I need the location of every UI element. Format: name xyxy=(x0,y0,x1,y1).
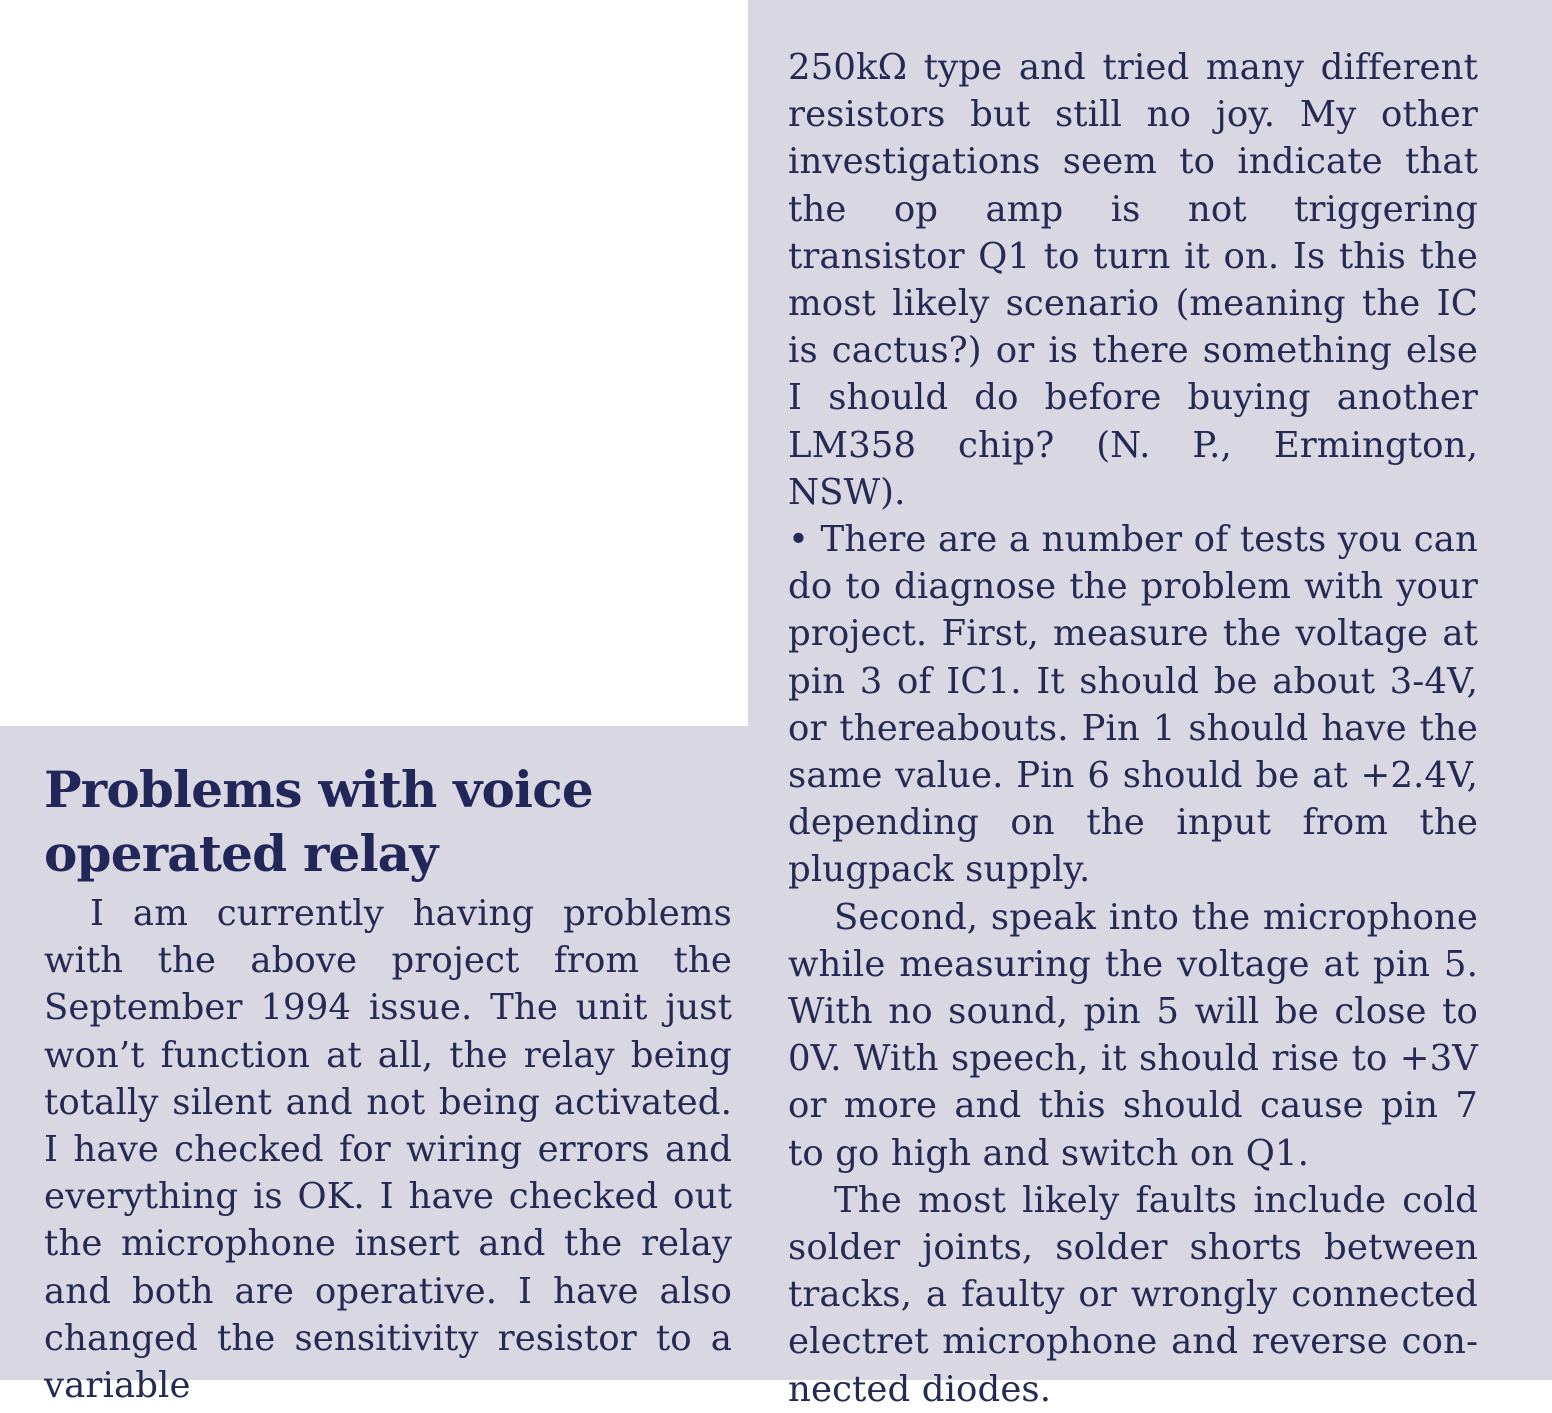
headline-line-1: Problems with voice xyxy=(44,760,593,819)
headline-line-2: operated relay xyxy=(44,824,438,883)
right-column xyxy=(788,44,1478,1413)
letter-paragraph-part-1: I am currently having problems with the above project from the September 1994 issue. The unit just won’t function at all, the relay being totally silent and not being activated. I have checked for wiring errors and everything is OK. I have checked out the microphone insert and the relay and both are operative. I have also changed the sensitivity resistor to a variable xyxy=(44,893,732,1407)
left-column xyxy=(44,758,732,1409)
reply-paragraph-2: Second, speak into the microphone while measuring the voltage at pin 5. With no sound, pin 5 will be close to 0V. With speech, it should rise to +3V or more and this should cause pin 7 to go high and switch on Q1. xyxy=(788,896,1478,1174)
letter-paragraph-part-2: 250kΩ type and tried many different resistors but still no joy. My other investigations seem to indicate that the op amp is not triggering transistor Q1 to turn it on. Is this the most likely scenario (meaning the IC is cactus?) or is there something else I should do before buying another LM358 chip? (N. P., Ermington, NSW). xyxy=(788,47,1478,513)
reply-paragraph-3: The most likely faults include cold solder joints, solder shorts between tracks, a faulty or wrongly connected electret microphone and reverse connected diodes. xyxy=(788,1179,1478,1410)
article-headline xyxy=(44,758,732,886)
reply-paragraph-1: • There are a number of tests you can do to diagnose the problem with your project. First, measure the voltage at pin 3 of IC1. It should be about 3-4V, or thereabouts. Pin 1 should have the same value. Pin 6 should be at +2.4V, depending on the input from the plugpack supply. xyxy=(788,519,1478,891)
